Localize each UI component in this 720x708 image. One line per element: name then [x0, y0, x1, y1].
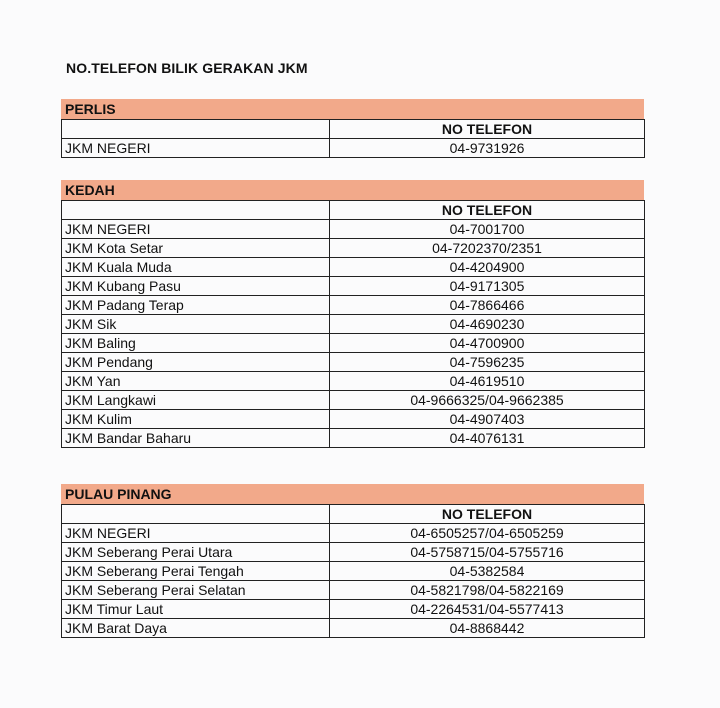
table-row [62, 619, 645, 638]
phone-number: 04-2264531/04-5577413 [330, 600, 645, 619]
phone-number: 04-9731926 [330, 139, 645, 158]
table-row [62, 600, 645, 619]
table-row [62, 258, 645, 277]
office-name: JKM Padang Terap [62, 296, 330, 315]
table-row [62, 139, 645, 158]
phone-column-header: NO TELEFON [330, 505, 645, 524]
table-row [62, 429, 645, 448]
phone-table [61, 504, 645, 638]
table-row [62, 315, 645, 334]
table-row [62, 334, 645, 353]
section-heading: PULAU PINANG [61, 484, 644, 504]
office-column-header [62, 120, 330, 139]
phone-number: 04-7001700 [330, 220, 645, 239]
table-row [62, 296, 645, 315]
table-row [62, 410, 645, 429]
table-row [62, 562, 645, 581]
table-row [62, 581, 645, 600]
office-name: JKM NEGERI [62, 139, 330, 158]
phone-number: 04-8868442 [330, 619, 645, 638]
phone-number: 04-4700900 [330, 334, 645, 353]
office-name: JKM Kota Setar [62, 239, 330, 258]
phone-number: 04-4690230 [330, 315, 645, 334]
office-name: JKM Timur Laut [62, 600, 330, 619]
phone-table [61, 119, 645, 158]
table-row [62, 391, 645, 410]
phone-number: 04-9171305 [330, 277, 645, 296]
section-kedah [61, 180, 644, 448]
section-perlis [61, 99, 644, 158]
phone-number: 04-7596235 [330, 353, 645, 372]
header-row [62, 201, 645, 220]
phone-number: 04-7866466 [330, 296, 645, 315]
section-heading: KEDAH [61, 180, 644, 200]
table-row [62, 524, 645, 543]
office-name: JKM Langkawi [62, 391, 330, 410]
office-name: JKM Kulim [62, 410, 330, 429]
office-name: JKM Sik [62, 315, 330, 334]
office-name: JKM Barat Daya [62, 619, 330, 638]
phone-number: 04-5382584 [330, 562, 645, 581]
table-row [62, 353, 645, 372]
office-name: JKM Seberang Perai Selatan [62, 581, 330, 600]
office-name: JKM NEGERI [62, 524, 330, 543]
section-pulau-pinang [61, 484, 644, 638]
table-row [62, 372, 645, 391]
office-column-header [62, 201, 330, 220]
phone-number: 04-5758715/04-5755716 [330, 543, 645, 562]
office-name: JKM Kubang Pasu [62, 277, 330, 296]
office-name: JKM Kuala Muda [62, 258, 330, 277]
header-row [62, 120, 645, 139]
table-row [62, 277, 645, 296]
table-row [62, 543, 645, 562]
header-row [62, 505, 645, 524]
page-title: NO.TELEFON BILIK GERAKAN JKM [66, 60, 308, 76]
phone-number: 04-6505257/04-6505259 [330, 524, 645, 543]
phone-number: 04-4204900 [330, 258, 645, 277]
office-name: JKM Seberang Perai Utara [62, 543, 330, 562]
phone-number: 04-7202370/2351 [330, 239, 645, 258]
phone-number: 04-4619510 [330, 372, 645, 391]
office-name: JKM Pendang [62, 353, 330, 372]
table-row [62, 239, 645, 258]
office-name: JKM Baling [62, 334, 330, 353]
phone-column-header: NO TELEFON [330, 201, 645, 220]
office-name: JKM NEGERI [62, 220, 330, 239]
section-heading: PERLIS [61, 99, 644, 119]
office-name: JKM Yan [62, 372, 330, 391]
office-column-header [62, 505, 330, 524]
phone-number: 04-5821798/04-5822169 [330, 581, 645, 600]
phone-number: 04-4907403 [330, 410, 645, 429]
office-name: JKM Seberang Perai Tengah [62, 562, 330, 581]
office-name: JKM Bandar Baharu [62, 429, 330, 448]
phone-number: 04-4076131 [330, 429, 645, 448]
phone-column-header: NO TELEFON [330, 120, 645, 139]
table-row [62, 220, 645, 239]
phone-table [61, 200, 645, 448]
phone-number: 04-9666325/04-9662385 [330, 391, 645, 410]
